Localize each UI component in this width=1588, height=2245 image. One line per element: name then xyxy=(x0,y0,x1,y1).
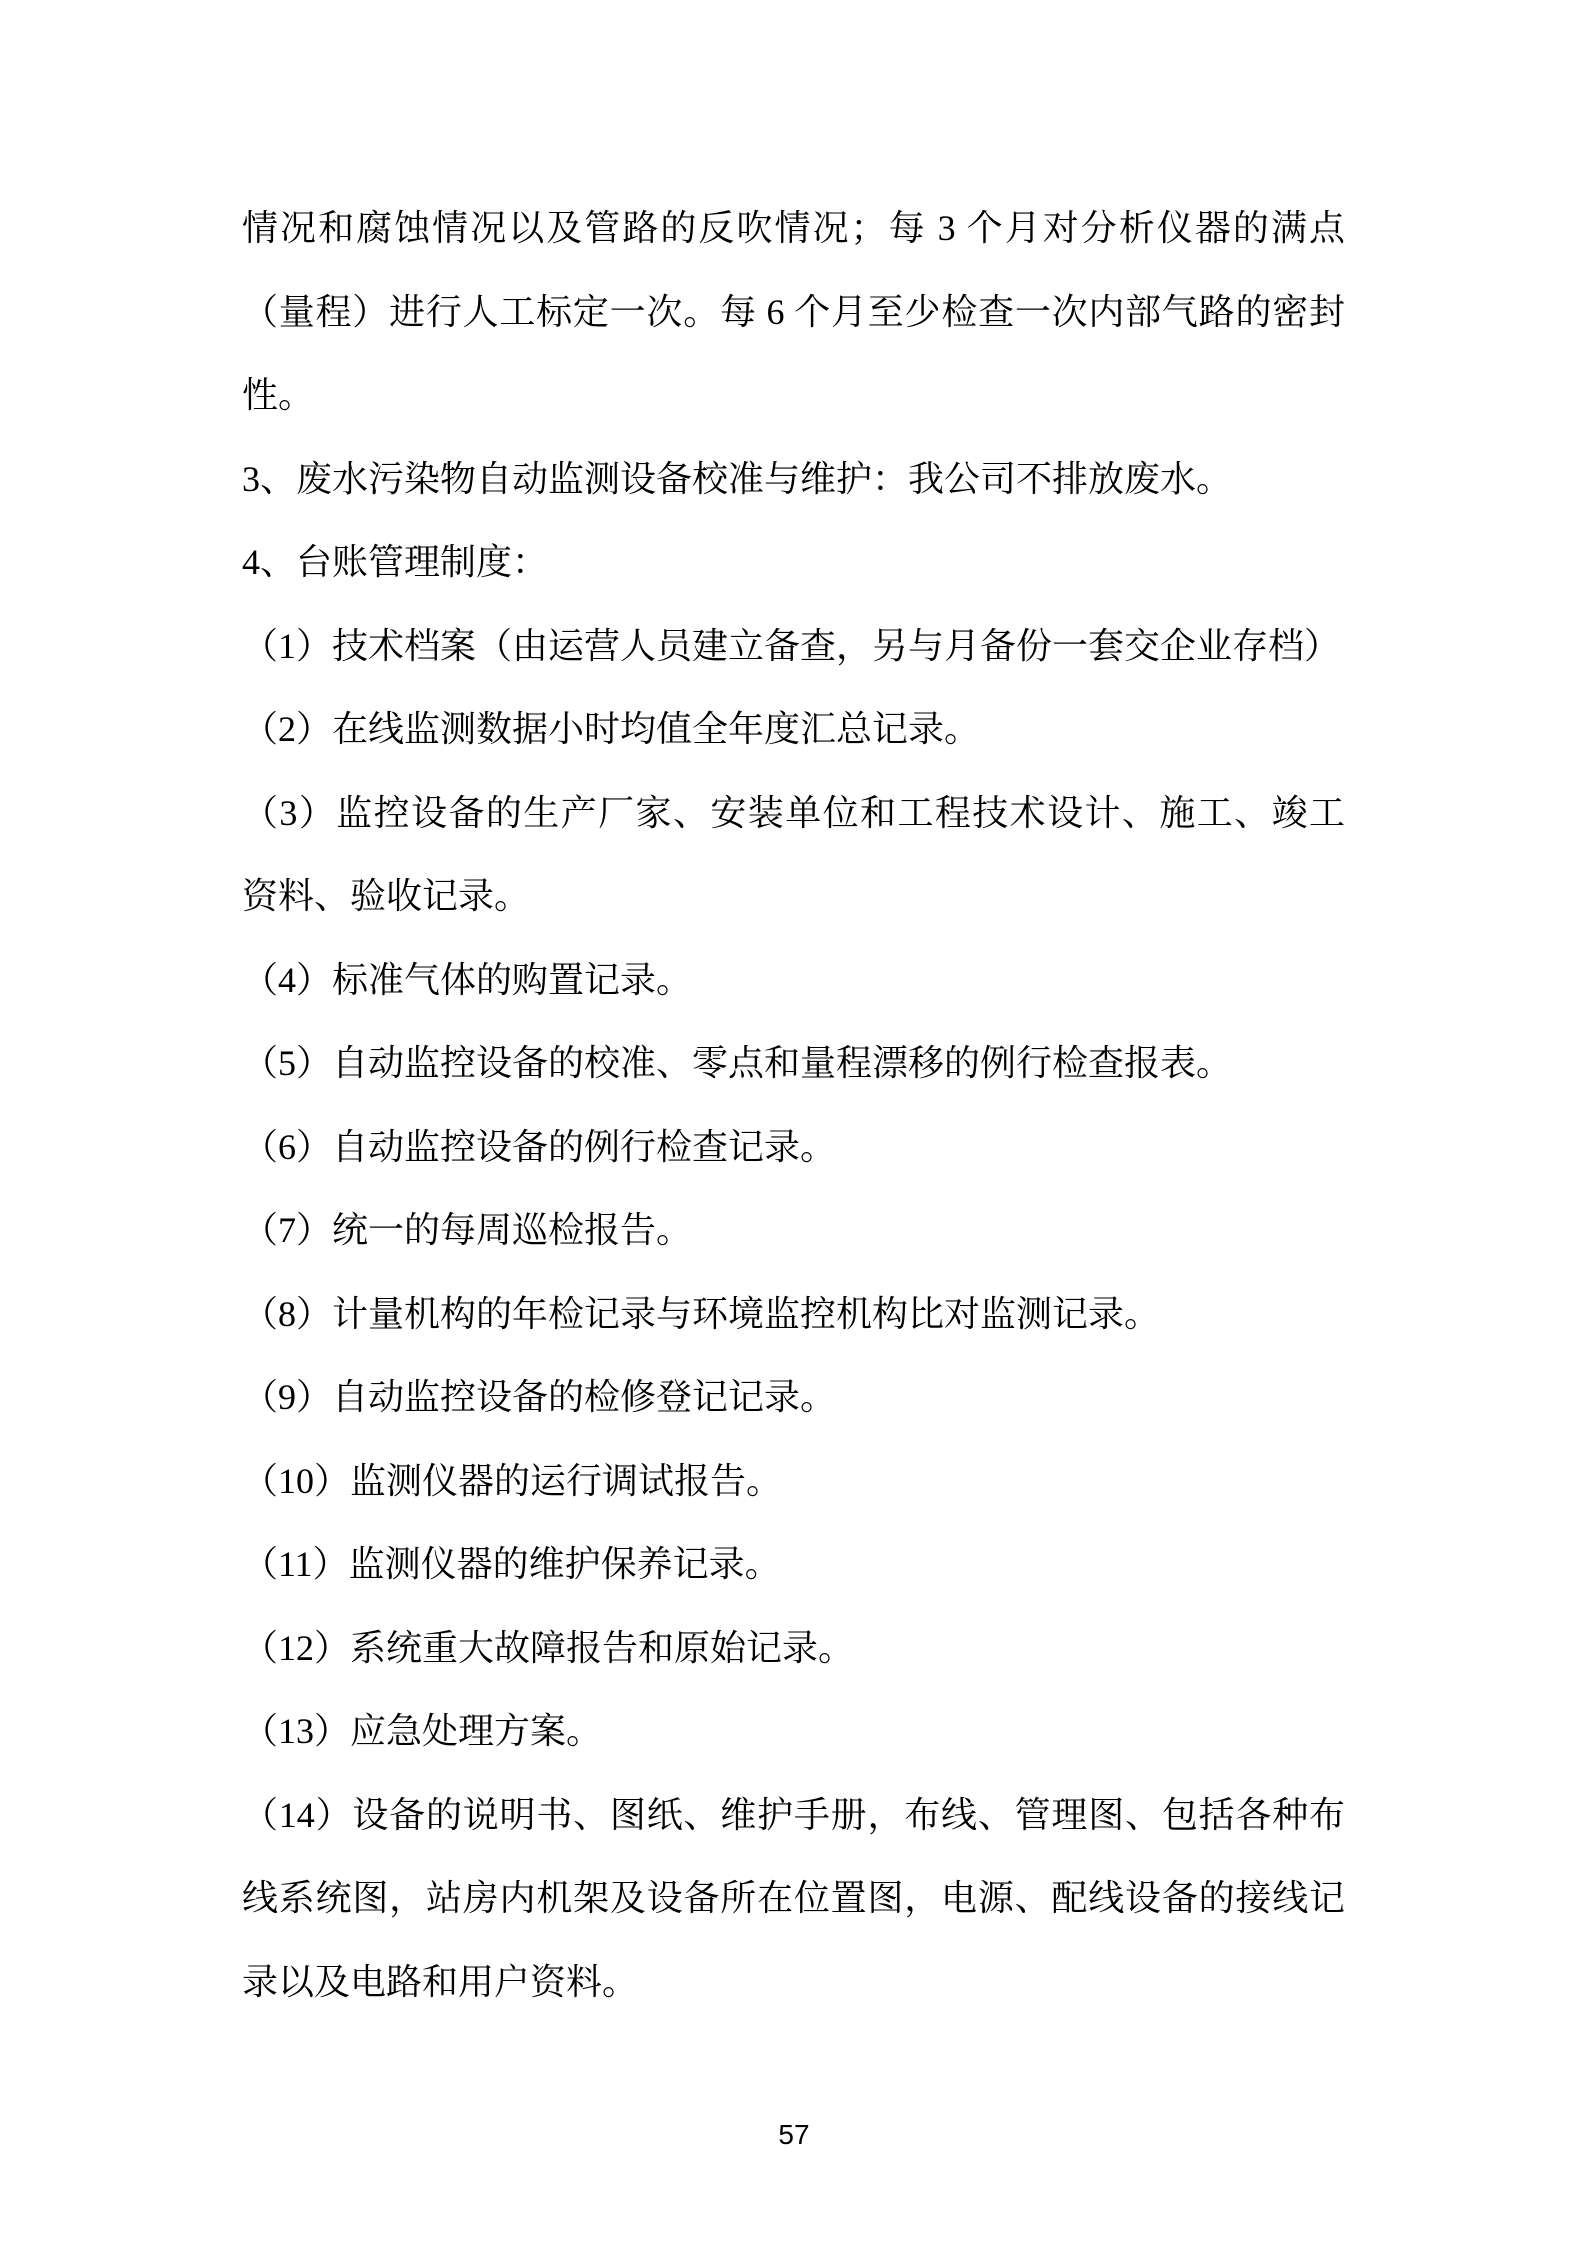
doc-line: 3、废水污染物自动监测设备校准与维护：我公司不排放废水。 xyxy=(242,458,1233,499)
document-body xyxy=(242,187,1345,2024)
doc-line: （量程）进行人工标定一次。每 6 个月至少检查一次内部气路的密封 xyxy=(242,291,1345,332)
doc-line: 录以及电路和用户资料。 xyxy=(242,1961,639,2002)
doc-line: （3）监控设备的生产厂家、安装单位和工程技术设计、施工、竣工 xyxy=(242,792,1345,833)
page-number: 57 xyxy=(778,2119,810,2150)
doc-line: （1）技术档案（由运营人员建立备查，另与月备份一套交企业存档） xyxy=(242,625,1341,666)
doc-line: （2）在线监测数据小时均值全年度汇总记录。 xyxy=(242,709,981,749)
doc-line: （8）计量机构的年检记录与环境监控机构比对监测记录。 xyxy=(242,1293,1161,1334)
doc-line: （4）标准气体的购置记录。 xyxy=(242,959,693,1000)
doc-line: 资料、验收记录。 xyxy=(242,876,531,916)
doc-line: 4、台账管理制度： xyxy=(242,542,549,582)
doc-line: 性。 xyxy=(242,375,315,415)
doc-line: （11）监测仪器的维护保养记录。 xyxy=(242,1544,781,1584)
doc-line: （7）统一的每周巡检报告。 xyxy=(242,1210,693,1250)
doc-line: （14）设备的说明书、图纸、维护手册，布线、管理图、包括各种布 xyxy=(242,1794,1345,1835)
doc-line: 线系统图，站房内机架及设备所在位置图，电源、配线设备的接线记 xyxy=(242,1878,1345,1918)
doc-line: （13）应急处理方案。 xyxy=(242,1711,603,1751)
doc-line: （6）自动监控设备的例行检查记录。 xyxy=(242,1126,837,1167)
doc-line: 情况和腐蚀情况以及管路的反吹情况；每 3 个月对分析仪器的满点 xyxy=(242,208,1345,248)
doc-line: （9）自动监控设备的检修登记记录。 xyxy=(242,1377,837,1417)
doc-line: （5）自动监控设备的校准、零点和量程漂移的例行检查报表。 xyxy=(242,1043,1233,1083)
doc-line: （10）监测仪器的运行调试报告。 xyxy=(242,1460,783,1501)
doc-line: （12）系统重大故障报告和原始记录。 xyxy=(242,1627,855,1668)
